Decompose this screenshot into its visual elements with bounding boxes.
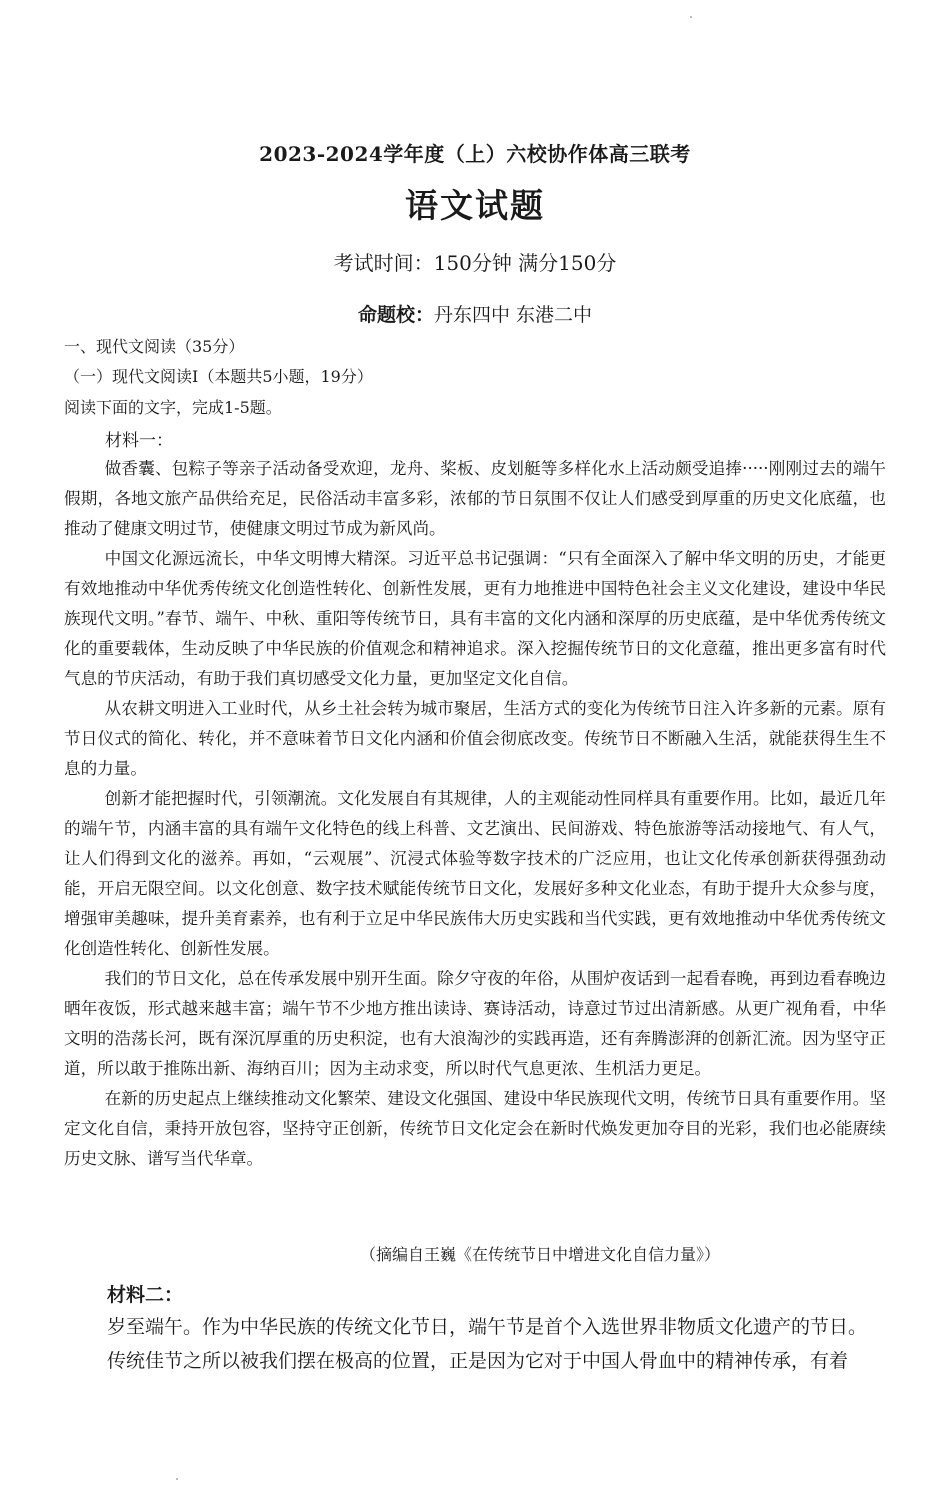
paragraph: 做香囊、包粽子等亲子活动备受欢迎，龙舟、桨板、皮划艇等多样化水上活动颇受追捧·····刚刚过去的端午假期，各地文旅产品供给充足，民俗活动丰富多彩，浓郁的节日氛围不仅让人们感受到厚重的历史文化底蕴，也推动了健康文明过节，使健康文明过节成为新风尚。 bbox=[64, 459, 886, 538]
paragraph: 在新的历史起点上继续推动文化繁荣、建设文化强国、建设中华民族现代文明，传统节日具有重要作用。坚定文化自信，秉持开放包容，坚持守正创新，传统节日文化定会在新时代焕发更加夺目的光彩，我们也必能赓续历史文脉、谱写当代华章。 bbox=[64, 1089, 886, 1168]
scan-speck bbox=[690, 16, 692, 18]
reading-instruction: 阅读下面的文字，完成1-5题。 bbox=[64, 398, 282, 417]
material-one-source: （摘编自王巍《在传统节日中增进文化自信力量》） bbox=[359, 1245, 720, 1264]
exam-time-info: 考试时间：150分钟 满分150分 bbox=[333, 251, 617, 275]
material-two-label: 材料二： bbox=[107, 1284, 184, 1306]
subject-title: 语文试题 bbox=[405, 186, 545, 225]
paragraph: 传统佳节之所以被我们摆在极高的位置，正是因为它对于中国人骨血中的精神传承，有着 bbox=[107, 1350, 849, 1372]
paragraph: 中国文化源远流长，中华文明博大精深。习近平总书记强调：“只有全面深入了解中华文明的历史，才能更有效地推动中华优秀传统文化创造性转化、创新性发展，更有力地推进中国特色社会主义文化建设，建设中华民族现代文明。”春节、端午、中秋、重阳等传统节日，具有丰富的文化内涵和深厚的历史底蕴，是中华优秀传统文化的重要载体，生动反映了中华民族的价值观念和精神追求。深入挖掘传统节日的文化意蕴，推出更多富有时代气息的节庆活动，有助于我们真切感受文化力量，更加坚定文化自信。 bbox=[64, 549, 886, 688]
setting-schools bbox=[0, 300, 950, 327]
paragraph: 岁至端午。作为中华民族的传统文化节日，端午节是首个入选世界非物质文化遗产的节日。 bbox=[107, 1316, 868, 1338]
scan-speck bbox=[176, 1478, 178, 1480]
section-heading: 一、现代文阅读（35分） bbox=[64, 337, 245, 356]
material-one-body bbox=[64, 454, 886, 1174]
material-two-body bbox=[107, 1310, 882, 1378]
subsection-heading: （一）现代文阅读Ⅰ（本题共5小题，19分） bbox=[64, 367, 373, 386]
material-one-label: 材料一： bbox=[105, 431, 173, 451]
exam-series-title: 2023-2024学年度（上）六校协作体高三联考 bbox=[259, 142, 691, 166]
paragraph: 我们的节日文化，总在传承发展中别开生面。除夕守夜的年俗，从围炉夜话到一起看春晚，再到边看春晚边晒年夜饭，形式越来越丰富；端午节不少地方推出读诗、赛诗活动，诗意过节过出清新感。从更广视角看，中华文明的浩荡长河，既有深沉厚重的历史积淀，也有大浪淘沙的实践再造，还有奔腾澎湃的创新汇流。因为坚守正道，所以敢于推陈出新、海纳百川；因为主动求变，所以时代气息更浓、生机活力更足。 bbox=[64, 969, 886, 1078]
paragraph: 从农耕文明进入工业时代，从乡土社会转为城市聚居，生活方式的变化为传统节日注入许多新的元素。原有节日仪式的简化、转化，并不意味着节日文化内涵和价值会彻底改变。传统节日不断融入生活，就能获得生生不息的力量。 bbox=[64, 699, 886, 778]
school-names: 丹东四中 东港二中 bbox=[433, 304, 593, 326]
paragraph: 创新才能把握时代，引领潮流。文化发展自有其规律，人的主观能动性同样具有重要作用。比如，最近几年的端午节，内涵丰富的具有端午文化特色的线上科普、文艺演出、民间游戏、特色旅游等活动接地气、有人气，让人们得到文化的滋养。再如，“云观展”、沉浸式体验等数字技术的广泛应用，也让文化传承创新获得强劲动能，开启无限空间。以文化创意、数字技术赋能传统节日文化，发展好多种文化业态，有助于提升大众参与度，增强审美趣味，提升美育素养，也有利于立足中华民族伟大历史实践和当代实践，更有效地推动中华优秀传统文化创造性转化、创新性发展。 bbox=[64, 789, 886, 958]
school-label: 命题校： bbox=[357, 304, 434, 326]
